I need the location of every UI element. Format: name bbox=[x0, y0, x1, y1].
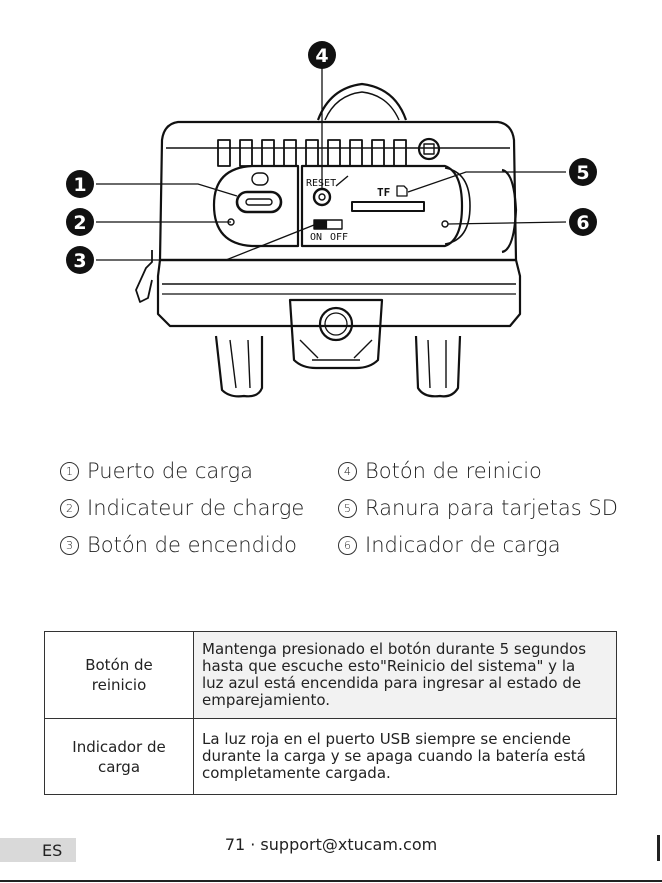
legend-label: Indicador de carga bbox=[365, 533, 561, 557]
legend-mark: 2 bbox=[60, 499, 79, 518]
off-label: OFF bbox=[330, 232, 349, 243]
legend-mark: 1 bbox=[60, 462, 79, 481]
table-row bbox=[45, 719, 617, 795]
legend-item bbox=[338, 533, 561, 557]
callout-2 bbox=[66, 208, 94, 236]
on-label: ON bbox=[310, 232, 323, 243]
legend-item bbox=[60, 459, 253, 483]
legend-mark: 3 bbox=[60, 536, 79, 555]
desc-line: hasta que escuche esto"Reinicio del sistema" y la bbox=[202, 657, 576, 675]
desc-line: luz azul está encendida para ingresar al estado de bbox=[202, 674, 582, 692]
legend-item bbox=[60, 533, 297, 557]
device-diagram bbox=[0, 0, 662, 420]
legend-item bbox=[338, 496, 618, 520]
svg-text:1: 1 bbox=[73, 174, 87, 196]
legend-mark: 6 bbox=[338, 536, 357, 555]
svg-text:3: 3 bbox=[73, 250, 87, 272]
callout-1 bbox=[66, 170, 94, 198]
name-line: Botón de bbox=[85, 656, 153, 674]
legend-item bbox=[60, 496, 304, 520]
info-table bbox=[44, 631, 617, 795]
page-footer: 71 · support@xtucam.com bbox=[224, 835, 438, 854]
bottom-rule bbox=[0, 880, 662, 882]
legend-label: Ranura para tarjetas SD bbox=[365, 496, 618, 520]
legend-label: Botón de reinicio bbox=[365, 459, 542, 483]
legend-label: Puerto de carga bbox=[87, 459, 253, 483]
legend-item bbox=[338, 459, 542, 483]
legend-label: Indicateur de charge bbox=[87, 496, 305, 520]
table-cell-desc bbox=[194, 632, 617, 719]
legend-mark: 5 bbox=[338, 499, 357, 518]
svg-text:5: 5 bbox=[576, 162, 590, 184]
name-line: Indicador de bbox=[72, 737, 166, 756]
tf-label: TF bbox=[377, 186, 391, 199]
page-edge-mark bbox=[657, 835, 660, 861]
name-line: carga bbox=[97, 757, 141, 776]
svg-text:6: 6 bbox=[576, 212, 590, 234]
language-badge: ES bbox=[0, 838, 76, 862]
reset-label: RESET bbox=[306, 178, 337, 189]
legend-label: Botón de encendido bbox=[87, 533, 297, 557]
callout-5 bbox=[569, 158, 597, 186]
callout-6 bbox=[569, 208, 597, 236]
desc-line: Mantenga presionado el botón durante 5 segundos bbox=[202, 640, 587, 658]
desc-line: La luz roja en el puerto USB siempre se enciende bbox=[202, 730, 571, 748]
svg-text:4: 4 bbox=[315, 45, 329, 67]
desc-line: durante la carga y se apaga cuando la batería está bbox=[202, 747, 586, 765]
callout-3 bbox=[66, 246, 94, 274]
svg-text:2: 2 bbox=[73, 212, 87, 234]
table-cell-name bbox=[45, 719, 194, 795]
table-cell-desc bbox=[194, 719, 617, 795]
legend-mark: 4 bbox=[338, 462, 357, 481]
table-cell-name bbox=[45, 632, 194, 719]
desc-line: emparejamiento. bbox=[202, 691, 331, 709]
desc-line: completamente cargada. bbox=[202, 764, 391, 782]
name-line: reinicio bbox=[91, 676, 147, 694]
table-row bbox=[45, 632, 617, 719]
callout-4 bbox=[308, 41, 336, 69]
